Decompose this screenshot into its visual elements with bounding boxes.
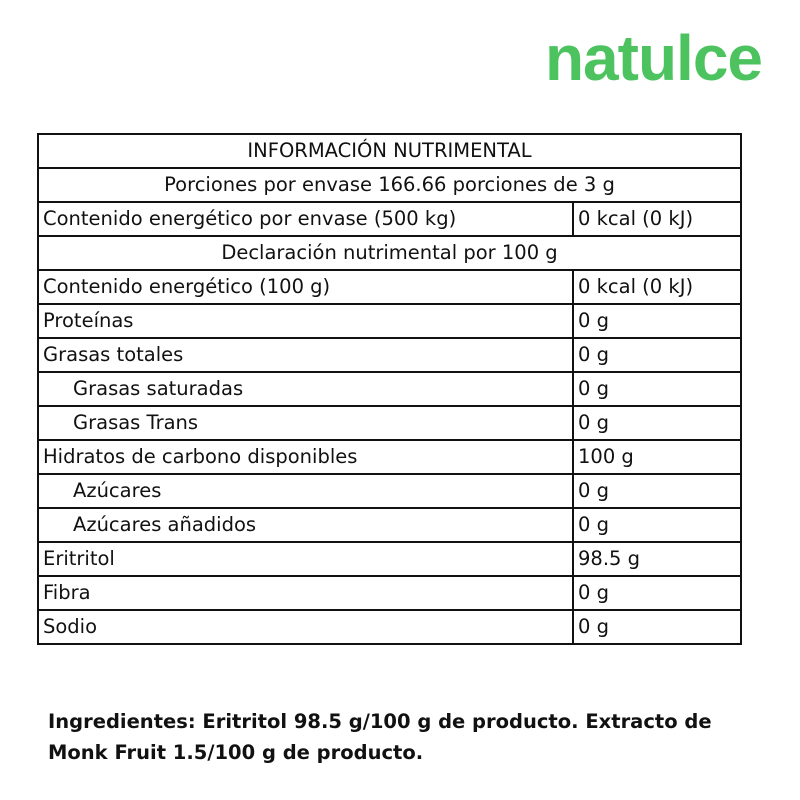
row-value: 0 kcal (0 kJ): [573, 202, 741, 236]
declaration-text: Declaración nutrimental por 100 g: [38, 236, 741, 270]
servings-text: Porciones por envase 166.66 porciones de 3 g: [38, 168, 741, 202]
row-value: 0 g: [573, 406, 741, 440]
ingredients-text: [48, 706, 768, 768]
row-value: 0 g: [573, 338, 741, 372]
table-row: [38, 270, 741, 304]
row-value: 100 g: [573, 440, 741, 474]
table-row: [38, 610, 741, 644]
label-title: INFORMACIÓN NUTRIMENTAL: [38, 134, 741, 168]
row-label: Contenido energético (100 g): [38, 270, 573, 304]
table-row: [38, 576, 741, 610]
row-label: Azúcares: [38, 474, 573, 508]
row-label: Grasas Trans: [38, 406, 573, 440]
label-title-row: [38, 134, 741, 168]
row-value: 0 kcal (0 kJ): [573, 270, 741, 304]
table-row: [38, 474, 741, 508]
row-label: Proteínas: [38, 304, 573, 338]
table-row: [38, 542, 741, 576]
row-value: 0 g: [573, 576, 741, 610]
table-row: [38, 406, 741, 440]
table-row: [38, 304, 741, 338]
row-label: Eritritol: [38, 542, 573, 576]
row-label: Fibra: [38, 576, 573, 610]
ingredients-line-2: Monk Fruit 1.5/100 g de producto.: [48, 741, 424, 764]
row-value: 98.5 g: [573, 542, 741, 576]
row-label: Sodio: [38, 610, 573, 644]
row-label: Grasas saturadas: [38, 372, 573, 406]
servings-row: [38, 168, 741, 202]
table-row: [38, 440, 741, 474]
row-label: Azúcares añadidos: [38, 508, 573, 542]
table-row: [38, 372, 741, 406]
row-label: Contenido energético por envase (500 kg): [38, 202, 573, 236]
table-row: [38, 338, 741, 372]
nutrition-table: [37, 133, 742, 645]
row-value: 0 g: [573, 474, 741, 508]
row-label: Grasas totales: [38, 338, 573, 372]
table-row: [38, 202, 741, 236]
row-label: Hidratos de carbono disponibles: [38, 440, 573, 474]
row-value: 0 g: [573, 372, 741, 406]
ingredients-line-1: Ingredientes: Eritritol 98.5 g/100 g de producto. Extracto de: [48, 710, 712, 733]
row-value: 0 g: [573, 610, 741, 644]
brand-logo: natulce: [544, 22, 762, 94]
row-value: 0 g: [573, 508, 741, 542]
table-row: [38, 508, 741, 542]
declaration-row: [38, 236, 741, 270]
row-value: 0 g: [573, 304, 741, 338]
nutrition-label: [37, 133, 740, 645]
